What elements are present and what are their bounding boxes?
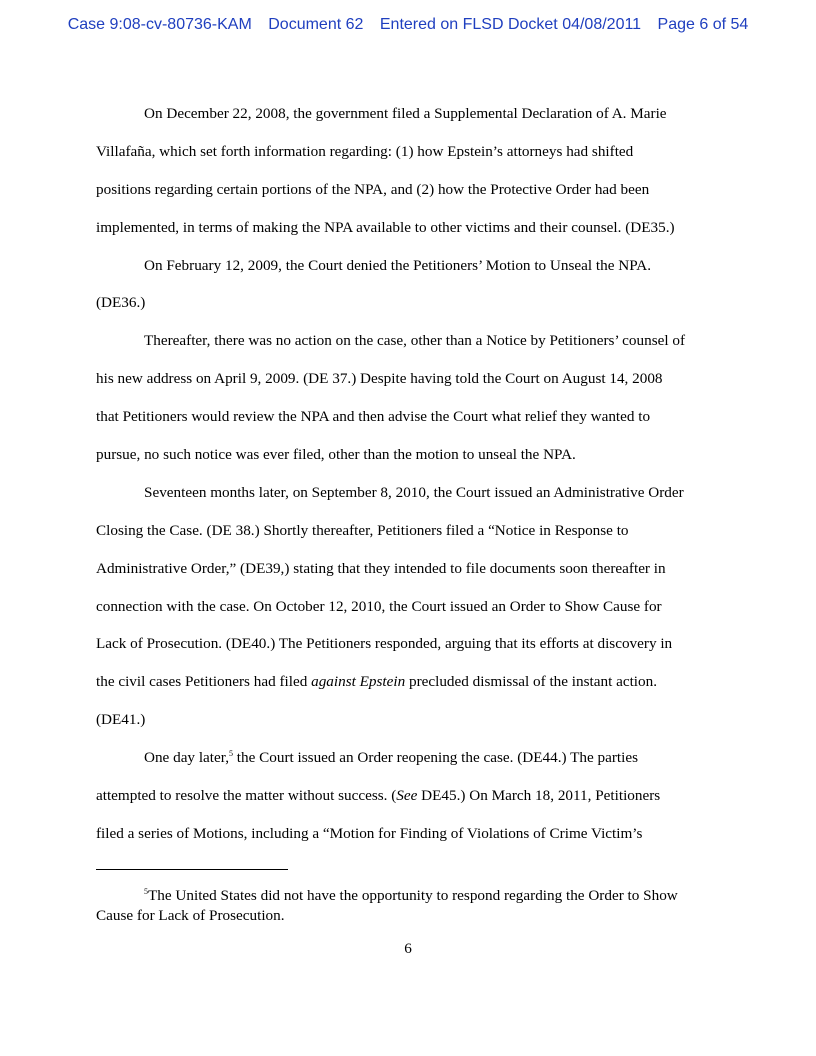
italic-run: See: [396, 787, 418, 805]
text-run: The United States did not have the opportunity to respond regarding the Order to Show: [148, 887, 678, 904]
paragraph-line: that Petitioners would review the NPA and then advise the Court what relief they wanted to: [96, 408, 651, 426]
paragraph-line: Administrative Order,” (DE39,) stating that they intended to file documents soon thereafter in: [96, 559, 666, 577]
paragraph-line: (DE41.): [96, 711, 146, 729]
paragraph-line: Thereafter, there was no action on the case, other than a Notice by Petitioners’ counsel of: [144, 332, 686, 350]
text-run: DE45.) On March 18, 2011, Petitioners: [417, 787, 661, 805]
paragraph-line: [96, 663, 720, 701]
document-body: [96, 95, 720, 853]
paragraph-line: Closing the Case. (DE 38.) Shortly thereafter, Petitioners filed a “Notice in Response to: [96, 521, 629, 539]
header-entered-date: Entered on FLSD Docket 04/08/2011: [379, 16, 642, 33]
paragraph-line: Seventeen months later, on September 8, 2010, the Court issued an Administrative Order: [144, 483, 684, 501]
footnote: [96, 886, 720, 926]
paragraph-line: (DE36.): [96, 294, 146, 312]
paragraph-line: his new address on April 9, 2009. (DE 37.) Despite having told the Court on August 14, 2008: [96, 370, 663, 388]
text-run: attempted to resolve the matter without success. (: [96, 787, 397, 805]
paragraph-line: filed a series of Motions, including a “Motion for Finding of Violations of Crime Victim’s: [96, 824, 643, 842]
text-run: the civil cases Petitioners had filed: [96, 673, 312, 691]
footnote-number: 5: [144, 886, 148, 896]
paragraph-line: [96, 777, 720, 815]
paragraph-line: [96, 739, 720, 777]
paragraph-line: positions regarding certain portions of the NPA, and (2) how the Protective Order had been: [96, 180, 650, 198]
footnote-line: [96, 886, 720, 906]
paragraph-line: Lack of Prosecution. (DE40.) The Petitioners responded, arguing that its efforts at discovery in: [96, 635, 673, 653]
docket-header: [0, 16, 816, 34]
footnote-reference: 5: [229, 749, 233, 759]
footnote-separator: [96, 869, 288, 870]
text-run: precluded dismissal of the instant action.: [405, 673, 657, 691]
paragraph-line: pursue, no such notice was ever filed, other than the motion to unseal the NPA.: [96, 446, 576, 464]
text-run: the Court issued an Order reopening the case. (DE44.) The parties: [233, 749, 639, 767]
paragraph-line: On December 22, 2008, the government filed a Supplemental Declaration of A. Marie: [144, 105, 667, 122]
paragraph-line: Villafaña, which set forth information regarding: (1) how Epstein’s attorneys had shifted: [96, 142, 634, 160]
footnote-line: Cause for Lack of Prosecution.: [96, 907, 285, 924]
paragraph-line: On February 12, 2009, the Court denied the Petitioners’ Motion to Unseal the NPA.: [144, 256, 652, 274]
paragraph-line: connection with the case. On October 12, 2010, the Court issued an Order to Show Cause for: [96, 597, 662, 615]
header-document-number: Document 62: [268, 16, 364, 33]
header-case-number: Case 9:08-cv-80736-KAM: [67, 16, 252, 33]
text-run: One day later,: [144, 749, 229, 767]
italic-run: against Epstein: [311, 673, 406, 691]
header-page-count: Page 6 of 54: [657, 16, 749, 33]
paragraph-line: implemented, in terms of making the NPA available to other victims and their counsel. (DE35.): [96, 218, 675, 236]
page-number: 6: [404, 940, 412, 957]
